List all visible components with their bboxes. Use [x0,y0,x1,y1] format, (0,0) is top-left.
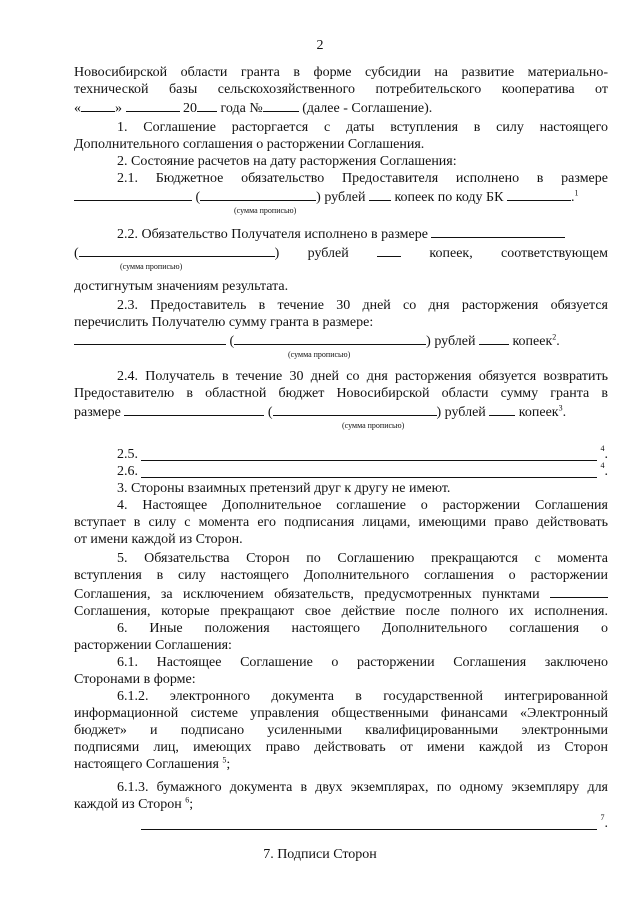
executed-amount-blank [431,224,565,238]
year-prefix: 20 [183,101,197,116]
quote-close: » [115,101,122,116]
footnote-3: 3 [558,403,563,413]
number-label: года № [220,101,263,116]
clause-6-1-3-line-2: каждой из Сторон $^6$; [74,795,194,812]
clause-2-3-line-2: перечислить Получателю сумму гранта в размере: [74,315,374,330]
clause-6-line-2: расторжении Соглашения: [74,638,232,653]
hint-row [74,262,608,273]
clause-6-1-2-line-3: бюджет» и подписано усиленными квалифицированными электронными [74,723,608,738]
clause-2-2-text: 2.2. Обязательство Получателя исполнено в размере [117,227,428,242]
rubles-label: ) рублей [426,334,476,349]
paren-open: ( [74,246,79,261]
clause-6-1-3-line-1: 6.1.3. бумажного документа в двух экземплярах, по одному экземпляру для [117,780,608,795]
clause-4-line-3: от имени каждой из Сторон. [74,532,243,547]
clause-4-line-1: 4. Настоящее Дополнительное соглашение о расторжении Соглашения [117,498,608,513]
kopecks-blank [369,187,391,201]
clause-2-2-line-3: достигнутым значениям результата. [74,279,289,294]
clause-6-1-4-blank [141,816,597,830]
intro-line-1: Новосибирской области гранта в форме субсидии на развитие материально- [74,65,608,80]
document-body [74,64,608,832]
kopecks-label: копеек [518,405,559,420]
transfer-words-blank [234,331,426,345]
rubles-label: ) рублей [316,190,366,205]
clause-6-line-1: 6. Иные положения настоящего Дополнительного соглашения о [117,621,608,636]
clause-2-6-number: 2.6. [117,464,138,479]
clause-6-1-2-line-4: подписями лиц, имеющих право действовать от имени каждой из Сторон [74,740,608,755]
clause-2: 2. Состояние расчетов на дату расторжения Соглашения: [117,154,457,169]
clause-6-1-2-tail: настоящего Соглашения [74,757,219,772]
hint-amount-words: (сумма прописью) [234,206,297,215]
hint-row [74,421,608,432]
return-words-blank [273,402,437,416]
hint-return-words: (сумма прописью) [342,421,405,430]
rubles-label: ) рублей [274,246,349,261]
clause-6-1-line-1: 6.1. Настоящее Соглашение о расторжении Соглашения заключено [117,655,608,670]
clause-2-1-line-1: 2.1. Бюджетное обязательство Предоставителя исполнено в размере [117,171,608,186]
clause-6-1-2-line-5: настоящего Соглашения $^5$; [74,755,231,772]
year-blank [197,98,217,112]
clause-6-1-2-line-1: 6.1.2. электронного документа в государственной интегрированной [117,689,608,704]
executed-words-blank [79,243,275,257]
clause-4-line-2: вступает в силу с момента его подписания лицами, имеющими право действовать [74,515,608,530]
amount-words-blank [200,187,316,201]
kopecks-blank [377,243,401,257]
footnote-5: 5 [222,755,227,765]
intro-line-3 [74,98,608,117]
rubles-label: ) рублей [436,405,486,420]
quote-open: « [74,101,81,116]
hint-executed-words: (сумма прописью) [120,262,183,271]
clause-2-4-line-2: Предоставителю в областной бюджет Новосибирской области сумму гранта в [74,386,608,401]
clause-2-6: 2.6. 4 . [74,463,608,480]
footnote-4b: 4 [600,461,605,470]
footnote-1: 1 [574,188,579,198]
page-number: 2 [316,38,324,53]
clause-2-3-line-1: 2.3. Предоставитель в течение 30 дней со дня расторжения обязуется [117,298,608,313]
clause-2-2-line-1 [74,224,608,243]
month-blank [126,98,180,112]
clause-2-6-blank [141,464,597,478]
return-amount-blank [124,402,264,416]
clause-5-line-1: 5. Обязательства Сторон по Соглашению прекращаются с момента [117,551,608,566]
clause-2-5: 2.5. 4 . [74,446,608,463]
hint-row [74,206,608,217]
number-blank [263,98,299,112]
signatures-heading: 7. Подписи Сторон [263,847,377,862]
kbk-label: копеек по коду БК [394,190,504,205]
size-label: размере [74,405,121,420]
hint-row [74,350,608,361]
intro-line-2: технической базы сельскохозяйственного потребительского кооператива от [74,82,608,97]
clause-6-1-4: 7 . [74,815,608,832]
day-blank [81,98,115,112]
footnote-4: 4 [600,444,605,453]
amount-blank [74,187,192,201]
intro-suffix: (далее - Соглашение). [302,101,433,116]
clause-2-5-blank [141,447,597,461]
paren-open: ( [195,190,201,205]
clause-1-line-2: Дополнительного соглашения о расторжении Соглашения. [74,137,425,152]
footnote-6: 6 [185,795,190,805]
kopecks-blank [489,402,515,416]
kopecks-blank [479,331,509,345]
clauses-blank [550,584,608,598]
footnote-2: 2 [552,332,557,342]
clause-2-5-number: 2.5. [117,447,138,462]
clause-5-line-2: вступления в силу настоящего Дополнительного соглашения о расторжении [74,568,608,583]
clause-6-1-2-line-2: информационной системе управления общественными финансами «Электронный [74,706,608,721]
hint-transfer-words: (сумма прописью) [288,350,351,359]
clause-2-4-line-1: 2.4. Получатель в течение 30 дней со дня расторжения обязуется возвратить [117,369,608,384]
clause-6-1-line-2: Сторонами в форме: [74,672,196,687]
clause-5-line-3 [74,584,608,603]
footnote-7: 7 [600,813,605,822]
clause-3: 3. Стороны взаимных претензий друг к другу не имеют. [117,481,451,496]
corresponding-label: копеек, соответствующем [429,246,609,261]
clause-2-2-line-2 [74,243,608,262]
clause-5-line-4: Соглашения, которые прекращают свое действие после полного их исполнения. [74,604,608,619]
clause-2-3-line-3: ( ) рублей копеек$^2$. [74,331,608,350]
kbk-blank [507,187,571,201]
clause-6-1-3-tail: каждой из Сторон [74,797,182,812]
paren-open: ( [267,405,273,420]
paren-open: ( [229,334,235,349]
transfer-amount-blank [74,331,226,345]
clause-1-line-1: 1. Соглашение расторгается с даты вступления в силу настоящего [117,120,608,135]
clause-2-1-line-2: ( ) рублей копеек по коду БК .$^1$ [74,187,608,206]
clause-2-4-line-3: размере ( ) рублей копеек$^3$. [74,403,567,420]
clause-5-text: Соглашения, за исключением обязательств, предусмотренных пунктами [74,587,540,602]
kopecks-label: копеек [512,334,553,349]
